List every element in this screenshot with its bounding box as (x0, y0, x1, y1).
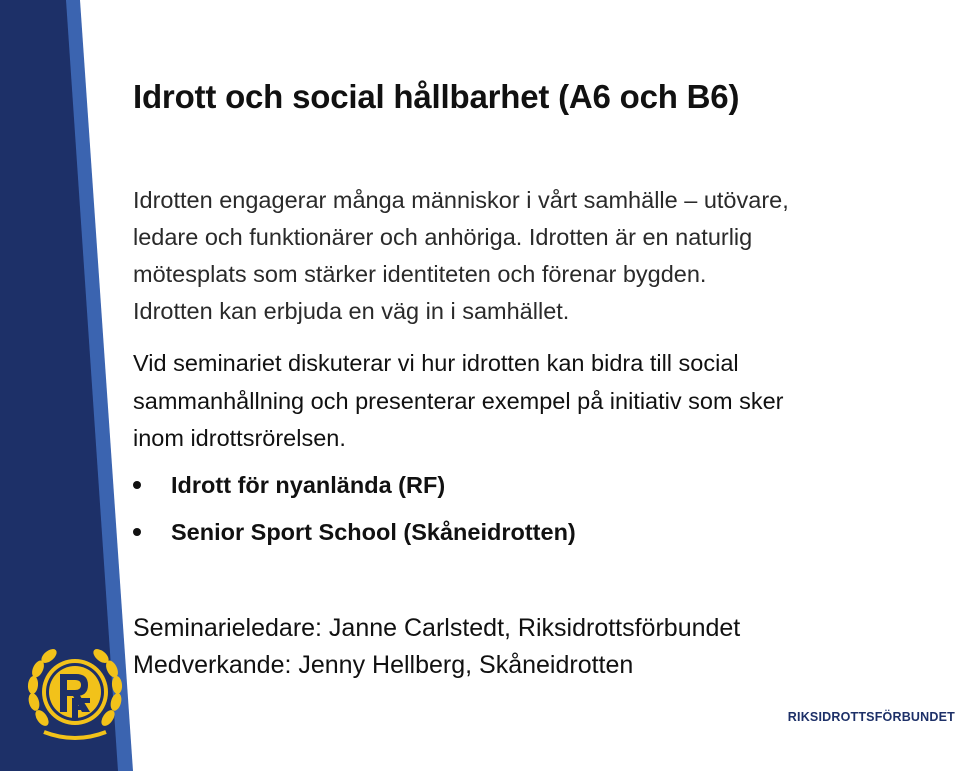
organization-name: RIKSIDROTTSFÖRBUNDET (787, 710, 955, 724)
bullet-item (133, 514, 933, 561)
example-bullet-list (133, 467, 933, 561)
seminar-paragraph (133, 345, 948, 458)
bullet-dot-icon (133, 528, 141, 536)
intro-line: Idrotten engagerar många människor i vårt samhälle – utövare, (133, 187, 789, 213)
intro-line: ledare och funktionärer och anhöriga. Idrotten är en naturlig (133, 224, 753, 250)
participant-line: Medverkande: Jenny Hellberg, Skåneidrotten (133, 651, 634, 679)
rf-emblem-icon (22, 640, 128, 746)
bullet-text: Senior Sport School (Skåneidrotten) (171, 519, 576, 545)
bullet-dot-icon (133, 481, 141, 489)
seminar-leader-line: Seminarieledare: Janne Carlstedt, Riksidrottsförbundet (133, 614, 741, 642)
seminar-leaders (133, 610, 740, 684)
bullet-text: Idrott för nyanlända (RF) (171, 472, 446, 498)
intro-paragraph (133, 182, 948, 330)
bullet-item (133, 467, 933, 514)
seminar-line: sammanhållning och presenterar exempel på initiativ som sker (133, 387, 784, 414)
intro-line: mötesplats som stärker identiteten och förenar bygden. (133, 261, 707, 287)
seminar-line: Vid seminariet diskuterar vi hur idrotten kan bidra till social (133, 350, 739, 376)
seminar-line: inom idrottsrörelsen. (133, 425, 346, 451)
intro-line: Idrotten kan erbjuda en väg in i samhället. (133, 298, 570, 324)
slide-title: Idrott och social hållbarhet (A6 och B6) (133, 78, 740, 115)
